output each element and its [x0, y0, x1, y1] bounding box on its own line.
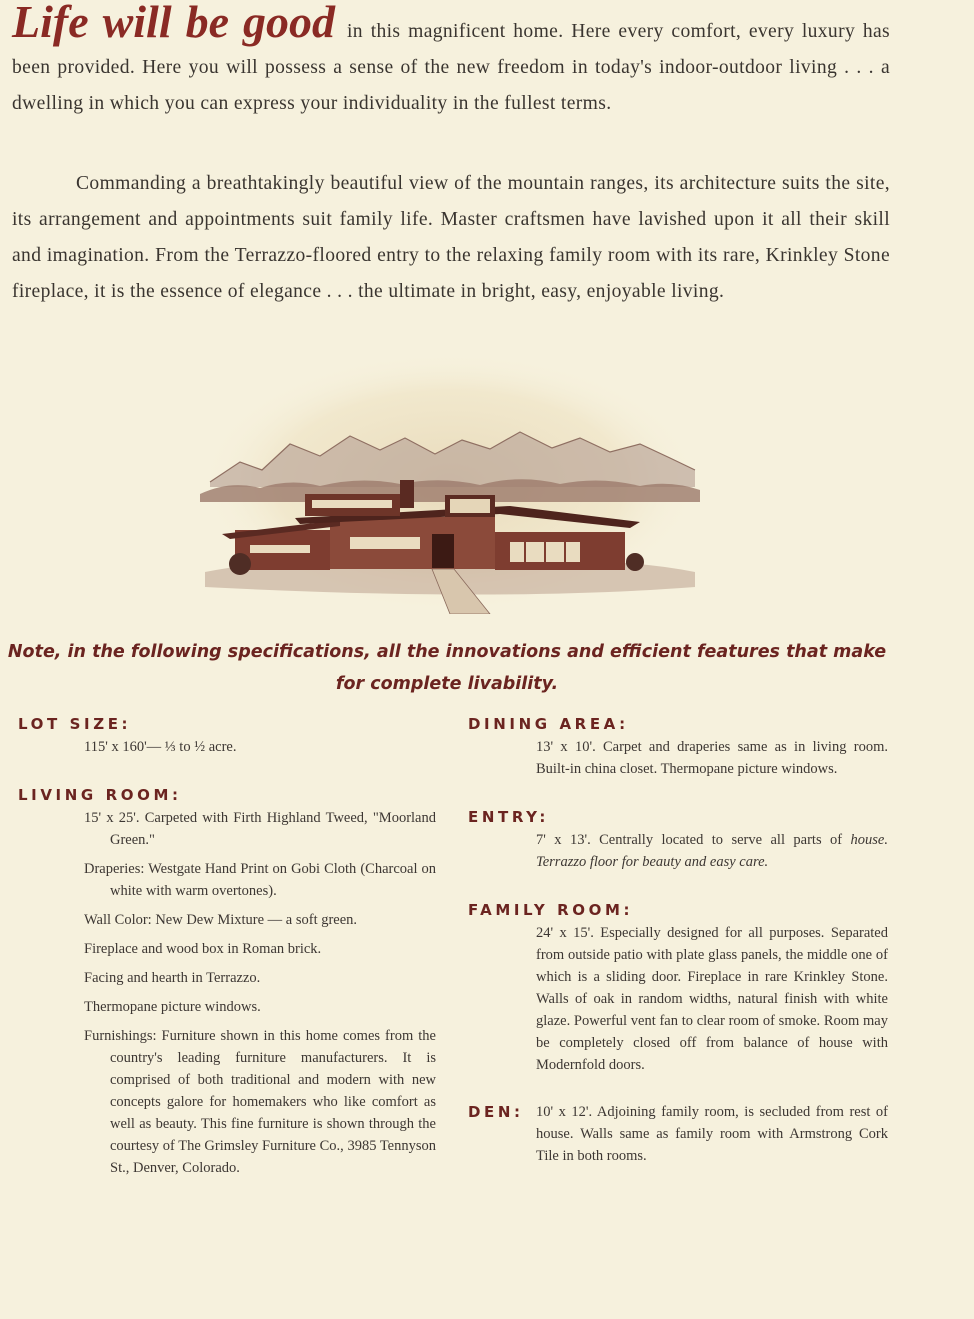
family-room-section [536, 922, 888, 1076]
living-room-section [84, 807, 436, 1179]
living-room-item: Furnishings: Furniture shown in this home comes from the country's leading furniture manufacturers. It is comprised of both traditional and modern with new concepts galore for homemakers who like comfort as well as beauty. This fine furniture is shown through the courtesy of The Grimsley Furniture Co., 3985 Tennyson St., Denver, Colorado. [84, 1028, 436, 1176]
house-illustration [200, 352, 700, 614]
intro-text: in this magnificent home. Here every comfort, every luxury has been provided. Here you will possess a sense of the new freedom in today's indoor-outdoor living . . . a dwelling in which you can express your individuality in the fullest terms. [12, 21, 890, 114]
den-heading: DEN: [468, 1103, 524, 1121]
shrub-right [626, 553, 644, 571]
specs-right-column [468, 712, 892, 1174]
entry-door [432, 534, 454, 568]
lot-size-text: 115' x 160'— ⅓ to ½ acre. [84, 739, 237, 755]
family-room-heading: FAMILY ROOM: [468, 901, 634, 919]
lot-size-heading: LOT SIZE: [18, 715, 132, 733]
note-line-2: for complete livability. [335, 674, 559, 694]
lot-size-section [84, 736, 436, 758]
entry-heading: ENTRY: [468, 808, 549, 826]
window-left [250, 545, 310, 553]
description-paragraph: Commanding a breathtakingly beautiful view of the mountain ranges, its architecture suits the site, its arrangement and appointments suit family life. Master craftsmen have lavished upon it all their skill and imagination. From the Terrazzo-floored entry to the relaxing family room with its rare, Krinkley Stone fireplace, it is the essence of elegance . . . the ultimate in bright, easy, enjoyable living. [12, 173, 890, 302]
intro-lead-title: Life will be good [12, 0, 336, 47]
dining-area-section [536, 736, 888, 780]
specs-left-column [18, 712, 438, 1186]
living-room-item: Wall Color: New Dew Mixture — a soft green. [84, 912, 358, 928]
clerestory-window [312, 500, 392, 508]
living-room-heading: LIVING ROOM: [18, 786, 182, 804]
entry-section [536, 829, 888, 873]
living-room-item: Draperies: Westgate Hand Print on Gobi Cloth (Charcoal on white with warm overtones). [84, 861, 436, 899]
entry-text: 7' x 13'. Centrally located to serve all parts of [536, 832, 843, 848]
living-room-item: Thermopane picture windows. [84, 999, 261, 1015]
entry-text-italic: house. Terrazzo floor for beauty and easy care. [536, 832, 888, 870]
intro-paragraph [12, 0, 890, 122]
dining-area-text: 13' x 10'. Carpet and draperies same as in living room. Built-in china closet. Thermopane picture windows. [536, 739, 888, 777]
living-room-item: 15' x 25'. Carpeted with Firth Highland Tweed, "Moorland Green." [84, 810, 436, 848]
living-room-item: Fireplace and wood box in Roman brick. [84, 941, 322, 957]
dining-area-heading: DINING AREA: [468, 715, 629, 733]
window-center [350, 537, 420, 549]
living-room-item: Facing and hearth in Terrazzo. [84, 970, 261, 986]
den-section [468, 1101, 892, 1174]
den-text: 10' x 12'. Adjoining family room, is secluded from rest of house. Walls same as family room with Armstrong Cork Tile in both rooms. [536, 1104, 888, 1164]
note-line-1: Note, in the following specifications, all the innovations and efficient features that make [7, 642, 887, 662]
chimney [400, 480, 414, 508]
note-callout [0, 636, 894, 700]
family-room-text: 24' x 15'. Especially designed for all purposes. Separated from outside patio with plate glass panels, the middle one of which is a sliding door. Fireplace in rare Krinkley Stone. Walls of oak in random widths, natural finish with white glaze. Powerful vent fan to clear room of smoke. Room may be completely closed off from balance of house with Modernfold doors. [536, 925, 888, 1073]
shrub-left [229, 553, 251, 575]
